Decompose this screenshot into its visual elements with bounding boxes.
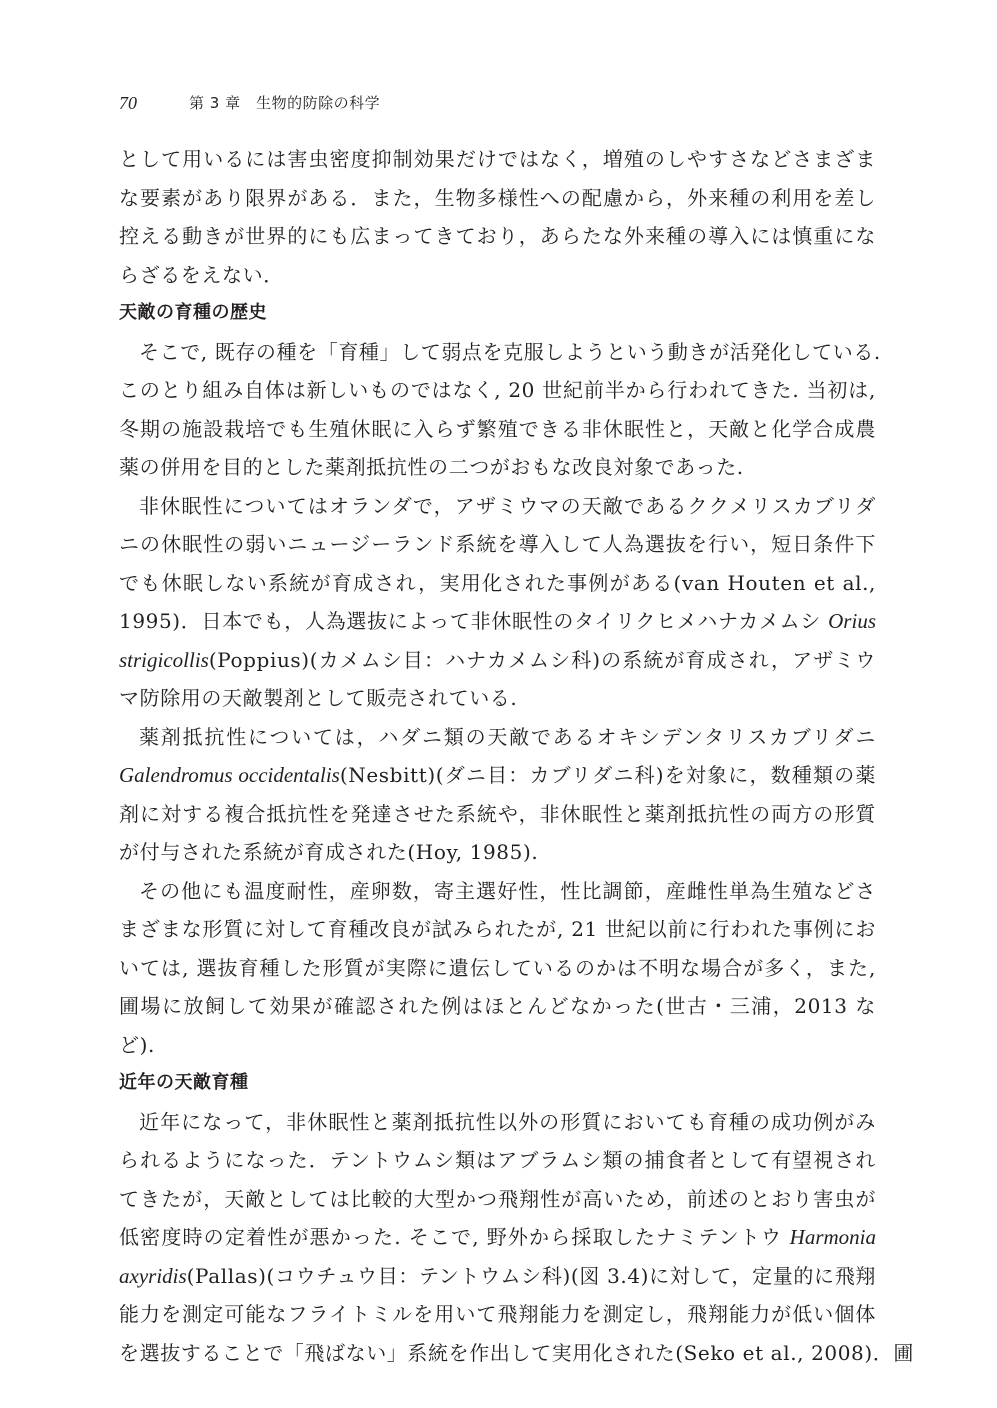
text-line: られるようになった．テントウムシ類はアブラムシ類の捕食者として有望視され	[119, 1148, 876, 1172]
text-line: 薬剤抵抗性については，ハダニ類の天敵であるオキシデンタリスカブリダニ	[139, 724, 876, 749]
text-line: その他にも温度耐性，産卵数，寄主選好性，性比調節，産雌性単為生殖などさ	[139, 878, 876, 903]
text-line: ニの休眠性の弱いニュージーランド系統を導入して人為選抜を行い，短日条件下	[119, 532, 876, 556]
species-name: Orius	[828, 609, 876, 633]
text-line: このとり組み自体は新しいものではなく, 20 世紀前半から行われてきた. 当初は,	[119, 378, 876, 402]
page-number: 70	[119, 93, 137, 113]
text-line: として用いるには害虫密度抑制効果だけではなく，増殖のしやすさなどさまざま	[119, 147, 876, 171]
species-name: strigicollis	[119, 647, 209, 672]
section-heading-recent-breeding: 近年の天敵育種	[119, 1072, 249, 1093]
text-line: 薬の併用を目的とした薬剤抵抗性の二つがおもな改良対象であった.	[119, 455, 744, 479]
section-heading-breeding-history: 天敵の育種の歴史	[119, 302, 267, 323]
text-line: そこで, 既存の種を「育種」して弱点を克服しようという動きが活発化している.	[139, 339, 881, 364]
text-line	[119, 602, 876, 641]
species-name: Harmonia	[789, 1225, 876, 1249]
text-line: てきたが，天敵としては比較的大型かつ飛翔性が高いため，前述のとおり害虫が	[119, 1186, 876, 1211]
text-line: 能力を測定可能なフライトミルを用いて飛翔能力を測定し，飛翔能力が低い個体	[119, 1302, 876, 1326]
text-line	[119, 756, 876, 795]
text-line: 近年になって，非休眠性と薬剤抵抗性以外の形質においても育種の成功例がみ	[139, 1109, 876, 1134]
text-line	[119, 1218, 876, 1257]
text-line: 控える動きが世界的にも広まってきており，あらたな外来種の導入には慎重にな	[119, 224, 876, 248]
species-name: Galendromus occidentalis	[119, 763, 340, 787]
text-line	[119, 1257, 876, 1296]
text-span: (Nesbitt)(ダニ目：カブリダニ科)を対象に，数種類の薬	[339, 763, 876, 787]
running-header	[119, 91, 381, 115]
text-line: が付与された系統が育成された(Hoy, 1985).	[119, 840, 539, 864]
body-text	[119, 140, 914, 1372]
text-span: 低密度時の定着性が悪かった. そこで, 野外から採取したナミテントウ	[119, 1225, 790, 1249]
text-line: 冬期の施設栽培でも生殖休眠に入らず繁殖できる非休眠性と，天敵と化学合成農	[119, 416, 876, 441]
text-line: でも休眠しない系統が育成され，実用化された事例がある(van Houten et al.,	[119, 570, 876, 595]
text-line: まざまな形質に対して育種改良が試みられたが, 21 世紀以前に行われた事例にお	[119, 917, 876, 941]
text-span: (Poppius)(カメムシ目：ハナカメムシ科)の系統が育成され，アザミウ	[208, 647, 876, 672]
text-line	[119, 641, 876, 680]
text-line: らざるをえない．	[119, 262, 284, 287]
text-line: ど).	[119, 1032, 155, 1057]
text-span: 1995)．日本でも，人為選抜によって非休眠性のタイリクヒメハナカメムシ	[119, 609, 829, 633]
species-name: axyridis	[119, 1263, 187, 1288]
text-line: を選抜することで「飛ばない」系統を作出して実用化された(Seko et al., 2008)．圃	[119, 1340, 914, 1365]
text-line: 剤に対する複合抵抗性を発達させた系統や，非休眠性と薬剤抵抗性の両方の形質	[119, 801, 876, 826]
text-line: な要素があり限界がある．また，生物多様性への配慮から，外来種の利用を差し	[119, 185, 876, 210]
text-line: 圃場に放飼して効果が確認された例はほとんどなかった(世古・三浦，2013 な	[119, 994, 876, 1018]
text-line: マ防除用の天敵製剤として販売されている.	[119, 686, 518, 710]
text-line: 非休眠性についてはオランダで，アザミウマの天敵であるククメリスカブリダ	[139, 493, 876, 518]
text-line: いては, 選抜育種した形質が実際に遺伝しているのかは不明な場合が多く，また,	[119, 955, 876, 980]
text-span: (Pallas)(コウチュウ目：テントウムシ科)(図 3.4)に対して，定量的に飛翔	[186, 1263, 876, 1288]
chapter-title: 第 3 章 生物的防除の科学	[189, 94, 381, 112]
